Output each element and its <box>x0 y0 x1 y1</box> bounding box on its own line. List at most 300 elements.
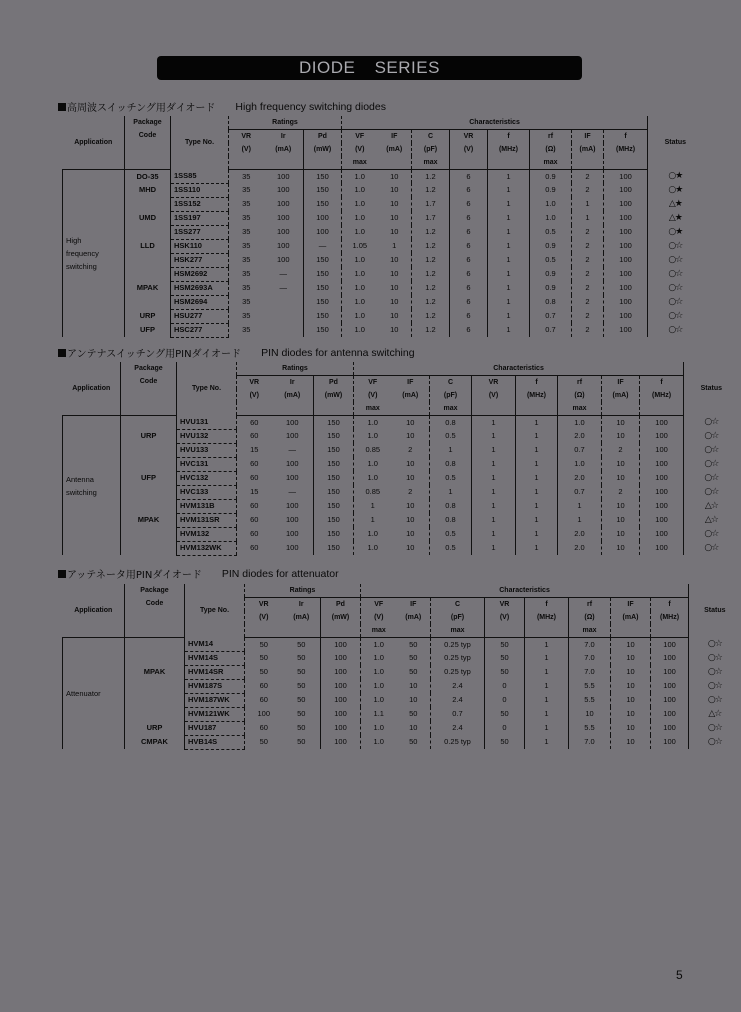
char-vf: 1.0 <box>361 679 397 693</box>
char-rf-f: 100 <box>604 323 648 337</box>
header-unit: (V) <box>342 143 378 156</box>
char-c: 1.7 <box>412 211 450 225</box>
status-symbol: ○☆ <box>684 429 739 443</box>
char-c-vr: 6 <box>450 295 488 309</box>
char-c-vr: 1 <box>472 541 516 555</box>
rating-pd: 150 <box>314 513 354 527</box>
char-c-vr: 1 <box>472 513 516 527</box>
header-blank <box>572 156 604 170</box>
rating-pd: 100 <box>321 735 361 749</box>
char-c-vr: 1 <box>472 457 516 471</box>
spec-table-attenuator <box>62 584 741 750</box>
package-code: UFP <box>125 323 171 337</box>
table-row <box>63 707 741 721</box>
char-rf: 5.5 <box>569 693 611 707</box>
char-rf-if: 10 <box>602 471 640 485</box>
rating-pd: 150 <box>314 485 354 499</box>
char-rf-if: 2 <box>572 183 604 197</box>
char-rf: 0.7 <box>558 443 602 457</box>
header-blank <box>283 624 321 638</box>
header-unit: (V) <box>229 143 264 156</box>
status-symbol: ○☆ <box>684 527 739 541</box>
char-if: 10 <box>390 269 399 278</box>
package-code <box>125 225 171 239</box>
header-status: Status <box>648 116 703 170</box>
header-row <box>63 584 741 598</box>
header-vf: VF <box>354 376 392 390</box>
type-no: HSC277 <box>171 323 229 337</box>
header-row <box>63 130 703 144</box>
char-vf: 1.1 <box>361 707 397 721</box>
header-unit: (V) <box>361 611 397 624</box>
section-title-antenna-switching <box>58 345 415 360</box>
header-row <box>63 402 739 416</box>
status-symbol: ○☆ <box>648 267 703 281</box>
char-if: 10 <box>406 501 415 510</box>
table-row <box>63 485 739 499</box>
header-unit: (Ω) <box>558 389 602 402</box>
type-no: HSM2694 <box>171 295 229 309</box>
char-rf-if: 1 <box>572 211 604 225</box>
char-if: 50 <box>409 667 418 676</box>
char-rf-if: 2 <box>572 253 604 267</box>
char-if: 10 <box>390 311 399 320</box>
char-rf: 0.9 <box>530 183 572 197</box>
char-if: 10 <box>409 695 418 704</box>
char-c: 1.2 <box>412 281 450 295</box>
header-blank <box>450 156 488 170</box>
char-c: 1.2 <box>412 253 450 267</box>
char-c-vr: 50 <box>485 638 525 652</box>
page-number: 5 <box>676 968 683 982</box>
rating-if: 100 <box>285 417 299 427</box>
char-rf: 7.0 <box>569 735 611 749</box>
status-symbol: ○☆ <box>648 281 703 295</box>
rating-vr: 50 <box>245 665 283 679</box>
char-rf: 0.5 <box>530 253 572 267</box>
char-rf-if: 2 <box>602 443 640 457</box>
char-c-vr: 1 <box>472 416 516 430</box>
header-blank <box>125 143 171 156</box>
char-rf-f: 100 <box>604 170 648 184</box>
char-c: 0.7 <box>431 707 485 721</box>
char-vf: 1.05 <box>342 239 378 253</box>
header-unit: (mA) <box>284 391 301 399</box>
rating-vr: 35 <box>229 295 264 309</box>
char-c-f: 1 <box>525 693 569 707</box>
char-c-f: 1 <box>516 527 558 541</box>
char-c: 2.4 <box>431 693 485 707</box>
header-unit: (V) <box>354 389 392 402</box>
char-vf: 1.0 <box>354 429 392 443</box>
header-code: Code <box>121 376 177 390</box>
char-if: 10 <box>390 325 399 334</box>
char-c: 1 <box>430 485 472 499</box>
char-c-vr: 50 <box>485 651 525 665</box>
char-if: 10 <box>406 459 415 468</box>
char-rf: 1.0 <box>558 457 602 471</box>
char-c-vr: 1 <box>472 485 516 499</box>
char-if: 2 <box>408 487 413 496</box>
package-code <box>125 651 185 665</box>
table-row <box>63 416 739 430</box>
table-row <box>63 527 739 541</box>
header-f: f <box>488 130 530 144</box>
char-vf: 1.0 <box>342 170 378 184</box>
bullet-square-icon <box>58 570 66 578</box>
header-blank <box>516 402 558 416</box>
status-symbol: ○☆ <box>689 735 741 749</box>
rating-pd: 100 <box>321 665 361 679</box>
package-code <box>125 295 171 309</box>
table-row <box>63 665 741 679</box>
char-rf-if: 2 <box>572 239 604 253</box>
rating-if: 100 <box>276 185 290 194</box>
rating-vr: 60 <box>237 527 272 541</box>
rating-if: 100 <box>276 255 290 264</box>
rating-if: 50 <box>297 723 306 732</box>
rating-if: 100 <box>285 543 299 552</box>
type-no: HSM2693A <box>171 281 229 295</box>
rating-vr: 60 <box>237 513 272 527</box>
char-rf: 0.9 <box>530 267 572 281</box>
header-unit: (mA) <box>602 389 640 402</box>
header-max: max <box>569 624 611 638</box>
char-rf-if: 10 <box>611 679 651 693</box>
char-rf: 2.0 <box>558 429 602 443</box>
char-rf-f: 100 <box>640 541 684 555</box>
header-blank <box>611 624 651 638</box>
table-row <box>63 267 703 281</box>
header-blank <box>229 156 264 170</box>
header-c: C <box>412 130 450 144</box>
char-c-f: 1 <box>525 721 569 735</box>
char-rf-f: 100 <box>640 513 684 527</box>
header-max: max <box>530 156 572 170</box>
rating-if <box>264 323 304 337</box>
char-if: 10 <box>409 723 418 732</box>
char-rf: 1.0 <box>558 416 602 430</box>
char-rf-if: 2 <box>572 267 604 281</box>
char-vf: 1.0 <box>361 735 397 749</box>
header-pd: Pd <box>304 130 342 144</box>
char-vf: 1.0 <box>361 638 397 652</box>
type-no: HVM187S <box>185 679 245 693</box>
rating-vr: 50 <box>245 651 283 665</box>
package-code: CMPAK <box>125 735 185 749</box>
char-rf-if: 10 <box>602 541 640 555</box>
rating-vr: 35 <box>229 170 264 184</box>
header-max: max <box>558 402 602 416</box>
table-row <box>63 721 741 735</box>
char-c: 1.2 <box>412 295 450 309</box>
table-row <box>63 651 741 665</box>
rating-pd: 100 <box>321 679 361 693</box>
table-row <box>63 225 703 239</box>
header-blank <box>651 624 689 638</box>
header-unit: (V) <box>472 389 516 402</box>
type-no: HVU132 <box>177 429 237 443</box>
header-unit: (mA) <box>405 613 422 621</box>
type-no: HSK110 <box>171 239 229 253</box>
char-vf: 1.0 <box>342 281 378 295</box>
char-rf-if: 2 <box>572 295 604 309</box>
header-ir: Ir <box>298 600 304 608</box>
header-blank <box>488 156 530 170</box>
rating-vr: 60 <box>237 471 272 485</box>
char-c: 1.2 <box>412 309 450 323</box>
char-rf-f: 100 <box>651 679 689 693</box>
header-type-no: Type No. <box>177 362 237 416</box>
header-code: Code <box>125 130 171 144</box>
rating-vr: 35 <box>229 309 264 323</box>
char-rf: 0.7 <box>558 485 602 499</box>
char-if: 10 <box>390 213 399 222</box>
char-if: 10 <box>390 171 399 181</box>
header-blank <box>604 156 648 170</box>
char-vf: 1.0 <box>342 323 378 337</box>
section-title-en: High frequency switching diodes <box>235 100 386 113</box>
char-vf: 1.0 <box>354 457 392 471</box>
char-c-vr: 1 <box>472 429 516 443</box>
char-rf-if: 1 <box>572 197 604 211</box>
header-rf: rf <box>558 376 602 390</box>
rating-vr: 35 <box>229 225 264 239</box>
type-no: HVC132 <box>177 471 237 485</box>
header-blank <box>314 402 354 416</box>
status-symbol: ○☆ <box>689 638 741 652</box>
header-max: max <box>412 156 450 170</box>
rating-if: — <box>288 487 296 496</box>
header-blank <box>602 402 640 416</box>
header-pd: Pd <box>321 598 361 612</box>
char-rf: 1.0 <box>530 197 572 211</box>
header-ratings: Ratings <box>245 584 361 598</box>
type-no: HVM14SR <box>185 665 245 679</box>
char-c-f: 1 <box>488 197 530 211</box>
header-blank <box>125 611 185 624</box>
application-line: switching <box>66 487 97 497</box>
char-rf-f: 100 <box>651 651 689 665</box>
char-c-vr: 6 <box>450 170 488 184</box>
header-unit: (V) <box>245 611 283 624</box>
char-c-vr: 6 <box>450 239 488 253</box>
rating-if: 100 <box>276 227 290 236</box>
char-rf-f: 100 <box>604 253 648 267</box>
char-rf-if: 10 <box>611 735 651 749</box>
char-rf-if: 10 <box>602 429 640 443</box>
header-unit: (V) <box>237 389 272 402</box>
char-c: 0.5 <box>430 541 472 555</box>
char-c: 1.7 <box>412 197 450 211</box>
status-symbol: ○☆ <box>648 295 703 309</box>
header-if: IF <box>572 130 604 144</box>
char-c: 1.2 <box>412 225 450 239</box>
char-c-f: 1 <box>488 253 530 267</box>
rating-pd: 100 <box>321 638 361 652</box>
header-unit: (MHz) <box>488 143 530 156</box>
status-symbol: ○☆ <box>689 665 741 679</box>
char-rf-if: 10 <box>602 457 640 471</box>
char-c: 0.5 <box>430 429 472 443</box>
rating-pd: 150 <box>314 429 354 443</box>
package-code <box>125 197 171 211</box>
spec-table-hf-switching <box>62 116 703 338</box>
package-code: URP <box>121 429 177 443</box>
header-if: IF <box>611 598 651 612</box>
spec-table-antenna-switching <box>62 362 739 556</box>
application-line: Attenuator <box>66 689 101 698</box>
package-code <box>121 541 177 555</box>
char-c-vr: 1 <box>472 527 516 541</box>
rating-vr: 35 <box>229 211 264 225</box>
table-row <box>63 679 741 693</box>
rating-pd: 150 <box>304 295 342 309</box>
rating-if: 100 <box>285 473 299 482</box>
header-type-no: Type No. <box>171 116 229 170</box>
rating-pd: 100 <box>321 721 361 735</box>
header-unit: (MHz) <box>516 389 558 402</box>
rating-if: — <box>288 445 296 454</box>
rating-if: 50 <box>297 695 306 704</box>
char-rf: 0.7 <box>530 323 572 337</box>
header-type-no: Type No. <box>185 584 245 638</box>
status-symbol: ○☆ <box>648 253 703 267</box>
bullet-square-icon <box>58 103 66 111</box>
header-row <box>63 598 741 612</box>
type-no: 1SS277 <box>171 225 229 239</box>
char-c-f: 1 <box>488 225 530 239</box>
char-c-vr: 6 <box>450 267 488 281</box>
rating-vr: 50 <box>245 735 283 749</box>
char-rf: 0.9 <box>530 239 572 253</box>
application-line: frequency <box>66 249 99 258</box>
rating-pd: 150 <box>304 183 342 197</box>
header-blank <box>378 156 412 170</box>
status-symbol: ○☆ <box>684 471 739 485</box>
rating-pd: 150 <box>304 253 342 267</box>
char-if: 10 <box>406 473 415 482</box>
rating-if: 100 <box>285 459 299 468</box>
status-symbol: ○☆ <box>689 693 741 707</box>
header-blank <box>397 624 431 638</box>
status-symbol: △☆ <box>684 499 739 513</box>
header-max: max <box>361 624 397 638</box>
rating-vr: 100 <box>245 707 283 721</box>
rating-vr: 60 <box>237 457 272 471</box>
package-code: UMD <box>125 211 171 225</box>
table-row <box>63 541 739 555</box>
char-c: 0.25 typ <box>431 638 485 652</box>
char-c-f: 1 <box>516 513 558 527</box>
char-c: 1.2 <box>412 170 450 184</box>
char-c: 0.5 <box>430 527 472 541</box>
char-c-f: 1 <box>516 485 558 499</box>
type-no: HVM14S <box>185 651 245 665</box>
package-code <box>121 485 177 499</box>
char-vf: 1.0 <box>342 197 378 211</box>
header-ratings: Ratings <box>229 116 342 130</box>
header-c: C <box>430 376 472 390</box>
header-f: f <box>525 598 569 612</box>
table-row <box>63 513 739 527</box>
char-rf-if: 2 <box>572 225 604 239</box>
type-no: HVM132WK <box>177 541 237 555</box>
char-vf: 1 <box>354 513 392 527</box>
char-rf-f: 100 <box>651 721 689 735</box>
char-rf-if: 2 <box>572 281 604 295</box>
header-package: Package <box>125 584 185 598</box>
char-rf: 2.0 <box>558 541 602 555</box>
header-blank <box>121 389 177 402</box>
header-unit: (mW) <box>321 611 361 624</box>
package-code <box>125 693 185 707</box>
char-rf: 5.5 <box>569 721 611 735</box>
char-c: 0.25 typ <box>431 651 485 665</box>
char-if: 50 <box>409 709 418 718</box>
char-c-f: 1 <box>516 457 558 471</box>
char-c-f: 1 <box>516 499 558 513</box>
char-c-f: 1 <box>516 429 558 443</box>
bullet-square-icon <box>58 349 66 357</box>
status-symbol: ○☆ <box>684 416 739 430</box>
char-rf: 1 <box>558 513 602 527</box>
rating-vr: 50 <box>245 638 283 652</box>
char-rf-f: 100 <box>640 457 684 471</box>
char-c-f: 1 <box>488 239 530 253</box>
type-no: 1SS197 <box>171 211 229 225</box>
status-symbol: ○☆ <box>684 443 739 457</box>
char-rf-if: 10 <box>611 707 651 721</box>
char-rf-if: 10 <box>602 499 640 513</box>
char-if: 10 <box>390 297 399 306</box>
char-c-vr: 6 <box>450 323 488 337</box>
table-row <box>63 443 739 457</box>
header-blank <box>525 624 569 638</box>
char-c-f: 1 <box>525 679 569 693</box>
header-unit: (pF) <box>431 611 485 624</box>
rating-pd: 150 <box>314 499 354 513</box>
char-vf: 1.0 <box>361 721 397 735</box>
char-c-vr: 6 <box>450 211 488 225</box>
char-c-f: 1 <box>488 323 530 337</box>
rating-vr: 60 <box>237 429 272 443</box>
package-code: URP <box>125 309 171 323</box>
header-vr: VR <box>237 376 272 390</box>
header-unit: (pF) <box>412 143 450 156</box>
char-if: 50 <box>409 653 418 662</box>
char-rf-f: 100 <box>640 499 684 513</box>
char-c-f: 1 <box>525 651 569 665</box>
char-rf: 2.0 <box>558 471 602 485</box>
char-c-vr: 50 <box>485 707 525 721</box>
char-if: 1 <box>392 241 397 250</box>
type-no: HSU277 <box>171 309 229 323</box>
rating-if: 100 <box>276 171 290 181</box>
rating-if: 100 <box>285 515 299 524</box>
header-c: C <box>431 598 485 612</box>
application-label <box>63 170 125 338</box>
header-if: IF <box>391 132 398 140</box>
char-c-f: 1 <box>488 183 530 197</box>
header-vr: VR <box>472 376 516 390</box>
char-rf-f: 100 <box>640 429 684 443</box>
char-c-vr: 0 <box>485 721 525 735</box>
table-row <box>63 429 739 443</box>
table-row <box>63 211 703 225</box>
header-vr: VR <box>229 130 264 144</box>
header-blank <box>272 402 314 416</box>
